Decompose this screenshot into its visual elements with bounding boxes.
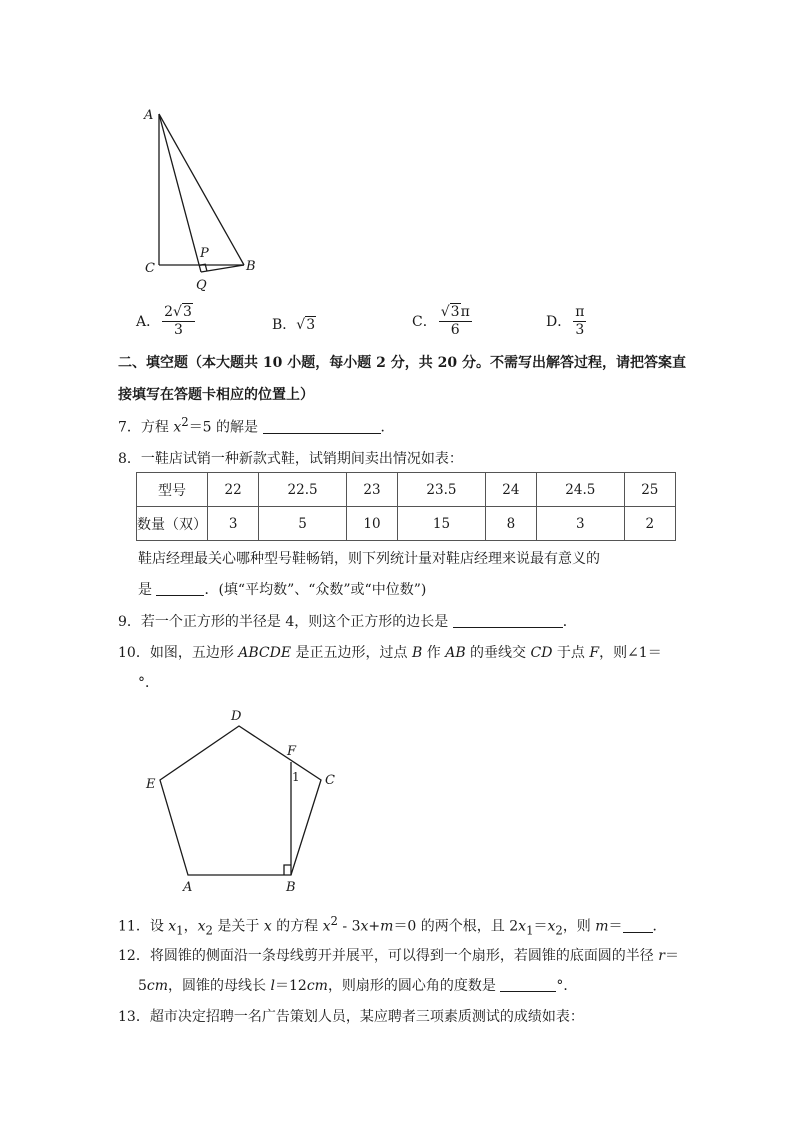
label-c: C	[145, 261, 155, 276]
table-cell: 23	[346, 473, 397, 507]
label-a: A	[144, 108, 154, 123]
table-cell: 25	[624, 473, 675, 507]
table-row-sizes	[137, 473, 676, 507]
question-8-line3: 是 ．(填“平均数”、“众数”或“中位数”)	[138, 582, 427, 598]
table-cell: 24.5	[537, 473, 625, 507]
table-cell: 23.5	[398, 473, 486, 507]
label-c2: C	[325, 773, 335, 788]
question-10-line2: °．	[138, 675, 159, 691]
question-8-stem: 8．一鞋店试销一种新款式鞋，试销期间卖出情况如表：	[118, 451, 463, 467]
segment-ab	[159, 114, 244, 265]
choice-b: B．√3	[272, 317, 316, 333]
answer-blank-9[interactable]	[453, 613, 563, 628]
table-header-size: 型号	[137, 473, 208, 507]
choice-a: A． $\frac{2√3}{3}$	[136, 305, 197, 339]
question-9: 9．若一个正方形的半径是 4，则这个正方形的边长是 ．	[118, 614, 577, 630]
table-row-counts	[137, 507, 676, 541]
shoe-sales-table	[136, 472, 676, 541]
segment-aq	[159, 114, 201, 272]
pentagon-figure	[140, 705, 340, 895]
segment-qb	[201, 265, 244, 272]
table-cell: 3	[208, 507, 259, 541]
label-a2: A	[183, 880, 193, 895]
pentagon-abcde	[160, 726, 321, 875]
label-e: E	[146, 777, 156, 792]
choice-c: C． $\frac{√3\pi}{6}$	[412, 304, 470, 339]
answer-blank-11[interactable]	[623, 918, 653, 933]
table-cell: 15	[398, 507, 486, 541]
answer-blank-7[interactable]	[263, 419, 381, 434]
label-b2: B	[286, 880, 296, 895]
label-p: P	[200, 246, 209, 261]
label-b: B	[246, 259, 256, 274]
answer-blank-8[interactable]	[156, 581, 204, 596]
question-10-line1: 10．如图，五边形 ABCDE 是正五边形，过点 B 作 AB 的垂线交 CD 于点 F，则∠1＝	[118, 645, 662, 661]
table-header-count: 数量（双）	[137, 507, 208, 541]
table-cell: 3	[537, 507, 625, 541]
label-angle-1: 1	[292, 770, 300, 784]
answer-blank-12[interactable]	[500, 977, 556, 992]
table-cell: 10	[346, 507, 397, 541]
table-cell: 22.5	[259, 473, 347, 507]
triangle-figure	[138, 100, 268, 300]
question-7: 7．方程 $x^2=5$ 的解是 ．	[118, 415, 395, 436]
label-q: Q	[196, 278, 207, 293]
table-cell: 24	[485, 473, 536, 507]
question-11: 11．设 $x_1$，$x_2$ 是关于 x 的方程 $x^2 - 3x+m=0$ 的两个根，且 $2x_1=x_2$，则 m＝ ．	[118, 914, 667, 938]
question-13: 13．超市决定招聘一名广告策划人员，某应聘者三项素质测试的成绩如表：	[118, 1009, 584, 1025]
section-heading-line2: 接填写在答题卡相应的位置上）	[118, 387, 314, 403]
question-12-line2: 5cm，圆锥的母线长 l＝12cm，则扇形的圆心角的度数是 °．	[138, 978, 578, 994]
question-8-line2: 鞋店经理最关心哪种型号鞋畅销，则下列统计量对鞋店经理来说最有意义的	[138, 551, 600, 567]
table-cell: 8	[485, 507, 536, 541]
section-heading-line1: 二、填空题（本大题共 10 小题，每小题 2 分，共 20 分。不需写出解答过程，请把答案直	[118, 355, 686, 371]
table-cell: 2	[624, 507, 675, 541]
question-12-line1: 12．将圆锥的侧面沿一条母线剪开并展平，可以得到一个扇形，若圆锥的底面圆的半径 r＝	[118, 948, 679, 964]
choice-d: D． $\frac{\pi}{3}$	[546, 304, 585, 339]
table-cell: 22	[208, 473, 259, 507]
label-d: D	[231, 709, 242, 724]
right-angle-mark-b	[284, 865, 291, 875]
table-cell: 5	[259, 507, 347, 541]
label-f: F	[287, 744, 297, 759]
